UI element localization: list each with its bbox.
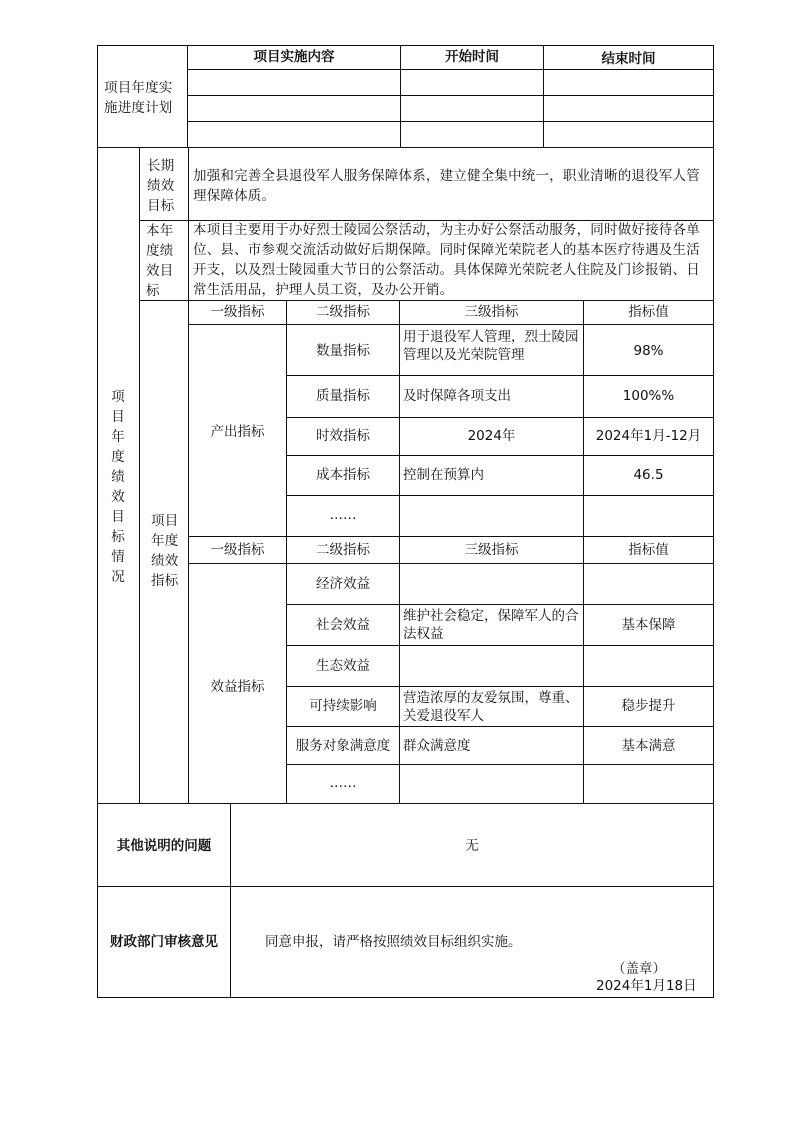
output-l2: 数量指标 xyxy=(316,343,370,359)
grid-line xyxy=(98,886,714,887)
long-term-text: 加强和完善全县退役军人服务保障体系，建立健全集中统一，职业清晰的退役军人管理保障体质。 xyxy=(193,168,700,204)
grid-line xyxy=(287,455,714,456)
header-level1: 一级指标 xyxy=(210,304,265,320)
benefit-l2: 生态效益 xyxy=(316,658,370,674)
grid-line xyxy=(188,69,714,70)
grid-line xyxy=(287,495,714,496)
seal-text: （盖章） xyxy=(612,961,666,977)
output-l3: 及时保障各项支出 xyxy=(403,388,511,404)
grid-line xyxy=(188,95,714,96)
grid-line xyxy=(287,726,714,727)
table-border-right xyxy=(713,45,714,998)
grid-line xyxy=(188,121,714,122)
header-value: 指标值 xyxy=(628,542,669,558)
benefit-l3: 维护社会稳定，保障军人的合法权益 xyxy=(403,608,579,642)
benefit-l2: …… xyxy=(329,775,357,791)
header-level2: 二级指标 xyxy=(316,542,370,558)
output-l3: 用于退役军人管理，烈士陵园管理以及光荣院管理 xyxy=(403,329,579,363)
output-l2: 质量指标 xyxy=(316,388,370,404)
grid-line xyxy=(98,147,714,148)
grid-line xyxy=(287,604,714,605)
indicators-label: 项目年度绩效指标 xyxy=(151,513,179,589)
benefit-l2: 服务对象满意度 xyxy=(295,738,391,754)
output-l3: 2024年 xyxy=(467,428,516,444)
benefit-l2: 社会效益 xyxy=(316,617,370,633)
header-level3: 三级指标 xyxy=(464,542,519,558)
grid-line xyxy=(189,536,714,537)
table-border-bottom xyxy=(98,997,714,998)
output-value: 46.5 xyxy=(633,467,664,483)
annual-text: 本项目主要用于办好烈士陵园公祭活动，为主办好公祭活动服务，同时做好接待各单位、县、市参观交流活动做好后期保障。同时保障光荣院老人的基本医疗待遇及生活开支，以及烈士陵园重大节日的公祭活动。具体保障光荣院老人住院及门诊报销、日常生活用品，护理人员工资，及办公开销。 xyxy=(193,222,700,298)
header-level1: 一级指标 xyxy=(210,542,265,558)
grid-line xyxy=(140,300,714,301)
grid-line xyxy=(189,563,714,564)
schedule-col-end: 结束时间 xyxy=(601,51,656,67)
output-value: 100%% xyxy=(622,388,675,404)
grid-line xyxy=(98,803,714,804)
output-value: 98% xyxy=(633,343,664,359)
table-border-left xyxy=(97,45,98,998)
annual-label: 本年度绩效目标 xyxy=(146,223,174,299)
schedule-row-label: 项目年度实施进度计划 xyxy=(104,80,173,116)
finance-opinion: 同意申报，请严格按照绩效目标组织实施。 xyxy=(265,934,522,950)
grid-line xyxy=(287,417,714,418)
output-l2: 时效指标 xyxy=(316,428,370,444)
output-l2: 成本指标 xyxy=(316,467,370,483)
benefit-l3: 营造浓厚的友爱氛围，尊重、关爱退役军人 xyxy=(403,690,579,724)
grid-line xyxy=(139,147,140,803)
benefit-l2: 可持续影响 xyxy=(309,698,377,714)
benefit-value: 稳步提升 xyxy=(621,698,676,714)
output-l3: 控制在预算内 xyxy=(403,467,484,483)
schedule-col-content: 项目实施内容 xyxy=(253,49,335,65)
performance-section-label: 项目年度绩效目标情况 xyxy=(111,389,125,585)
grid-line xyxy=(188,147,189,803)
header-level2: 二级指标 xyxy=(316,304,370,320)
benefit-l3: 群众满意度 xyxy=(403,738,471,754)
grid-line xyxy=(287,686,714,687)
benefit-value: 基本满意 xyxy=(621,738,676,754)
output-label: 产出指标 xyxy=(210,424,265,440)
approval-date: 2024年1月18日 xyxy=(596,978,697,994)
grid-line xyxy=(287,764,714,765)
output-value: 2024年1月-12月 xyxy=(595,428,702,444)
output-l2: …… xyxy=(329,507,357,523)
grid-line xyxy=(230,803,231,997)
finance-label: 财政部门审核意见 xyxy=(110,934,218,950)
grid-line xyxy=(287,375,714,376)
header-value: 指标值 xyxy=(628,304,669,320)
other-value: 无 xyxy=(465,838,479,854)
benefit-label: 效益指标 xyxy=(210,679,265,695)
header-level3: 三级指标 xyxy=(464,304,519,320)
grid-line xyxy=(287,645,714,646)
schedule-col-start: 开始时间 xyxy=(445,49,499,65)
benefit-value: 基本保障 xyxy=(621,617,676,633)
benefit-l2: 经济效益 xyxy=(316,576,370,592)
table-border-top xyxy=(98,45,714,46)
other-label: 其他说明的问题 xyxy=(116,838,212,854)
grid-line xyxy=(189,324,714,325)
long-term-label: 长期绩效目标 xyxy=(147,158,175,214)
